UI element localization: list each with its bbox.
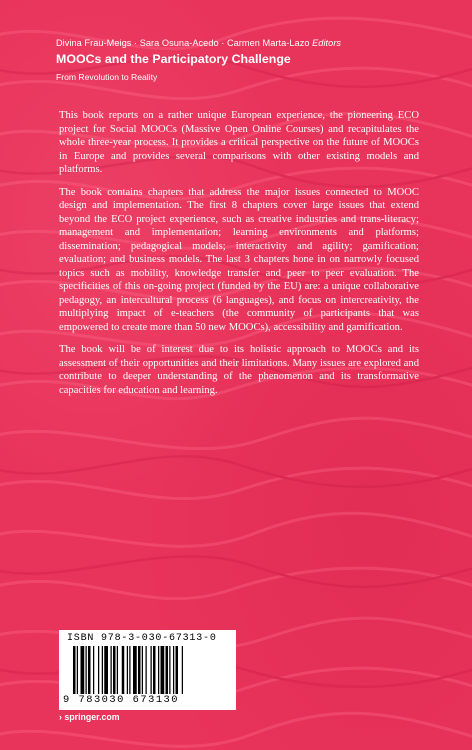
barcode-bar — [73, 646, 76, 694]
barcode-bar — [86, 646, 87, 694]
barcode-bar — [81, 646, 85, 694]
barcode-bar — [127, 646, 128, 694]
blurb-text — [59, 109, 419, 406]
barcode-bar — [98, 646, 99, 694]
barcode-bar — [138, 646, 141, 694]
barcode-bar — [88, 646, 91, 694]
barcode-bar — [176, 646, 179, 694]
author-names: Divina Frau-Meigs · Sara Osuna-Acedo · Carmen Marta-Lazo — [56, 38, 310, 48]
barcode-bar — [129, 646, 130, 694]
barcode-bar — [166, 646, 169, 694]
isbn-barcode — [59, 630, 236, 710]
barcode-bar — [122, 646, 125, 694]
editors-label: Editors — [312, 38, 342, 48]
barcode-bar — [151, 646, 152, 694]
blurb-paragraph-1: This book reports on a rather unique European experience, the pioneering ECO project for Social MOOCs (Massive Open Online Courses) and recapitulates the whole three-year process. It provides a critical perspective on the future of MOOCs in Europe and provides several comparisons with other existing models and platforms. — [59, 110, 419, 175]
blurb-paragraph-3: The book will be of interest due to its holistic approach to MOOCs and its assessment of their opportunities and their limitations. Many issues are explored and contribute to deeper understanding of the phenomenon and its transformative capacities for education and learning. — [59, 344, 419, 396]
isbn-label: ISBN 978-3-030-67313-0 — [67, 633, 217, 644]
blurb-paragraph-2: The book contains chapters that address the major issues connected to MOOC design and implementation. The first 8 chapters cover large issues that extend beyond the ECO project experience, such as creative industries and trans-literacy; management and implementation; learning environments and platforms; dissemination; pedagogical models; interactivity and agility; gamification; evaluation; and business models. The last 3 chapters hone in on narrowly focused topics such as mobility, knowledge transfer and peer to peer evaluation. The specificities of this on-going project (funded by the EU) are: a unique collaborative pedagogy, an intercultural process (6 languages), and focus on intercreativity, the multiplying impact of e-teachers (the community of participants that was empowered to create more than 50 new MOOCs), accessibility and gamification. — [59, 186, 419, 333]
barcode-bar — [77, 646, 78, 694]
barcode-bar — [104, 646, 108, 694]
barcode-bar — [169, 646, 170, 694]
barcode-bar — [93, 646, 94, 694]
barcode-bar — [182, 646, 183, 694]
barcode-digits: 9 783030 673130 — [63, 694, 180, 706]
book-title: MOOCs and the Participatory Challenge — [56, 52, 291, 66]
publisher-link[interactable]: › springer.com — [59, 712, 120, 722]
barcode-bar — [113, 646, 116, 694]
book-subtitle: From Revolution to Reality — [56, 72, 158, 82]
barcode-bar — [173, 646, 174, 694]
cover-header — [56, 37, 436, 83]
barcode-bars — [73, 646, 223, 694]
barcode-bar — [146, 646, 147, 694]
barcode-bar — [102, 646, 103, 694]
barcode-bar — [153, 646, 156, 694]
barcode-bar — [111, 646, 112, 694]
barcode-bar — [117, 646, 118, 694]
barcode-bar — [133, 646, 137, 694]
barcode-bar — [161, 646, 165, 694]
author-line — [56, 37, 436, 49]
barcode-bar — [142, 646, 143, 694]
barcode-bar — [158, 646, 159, 694]
